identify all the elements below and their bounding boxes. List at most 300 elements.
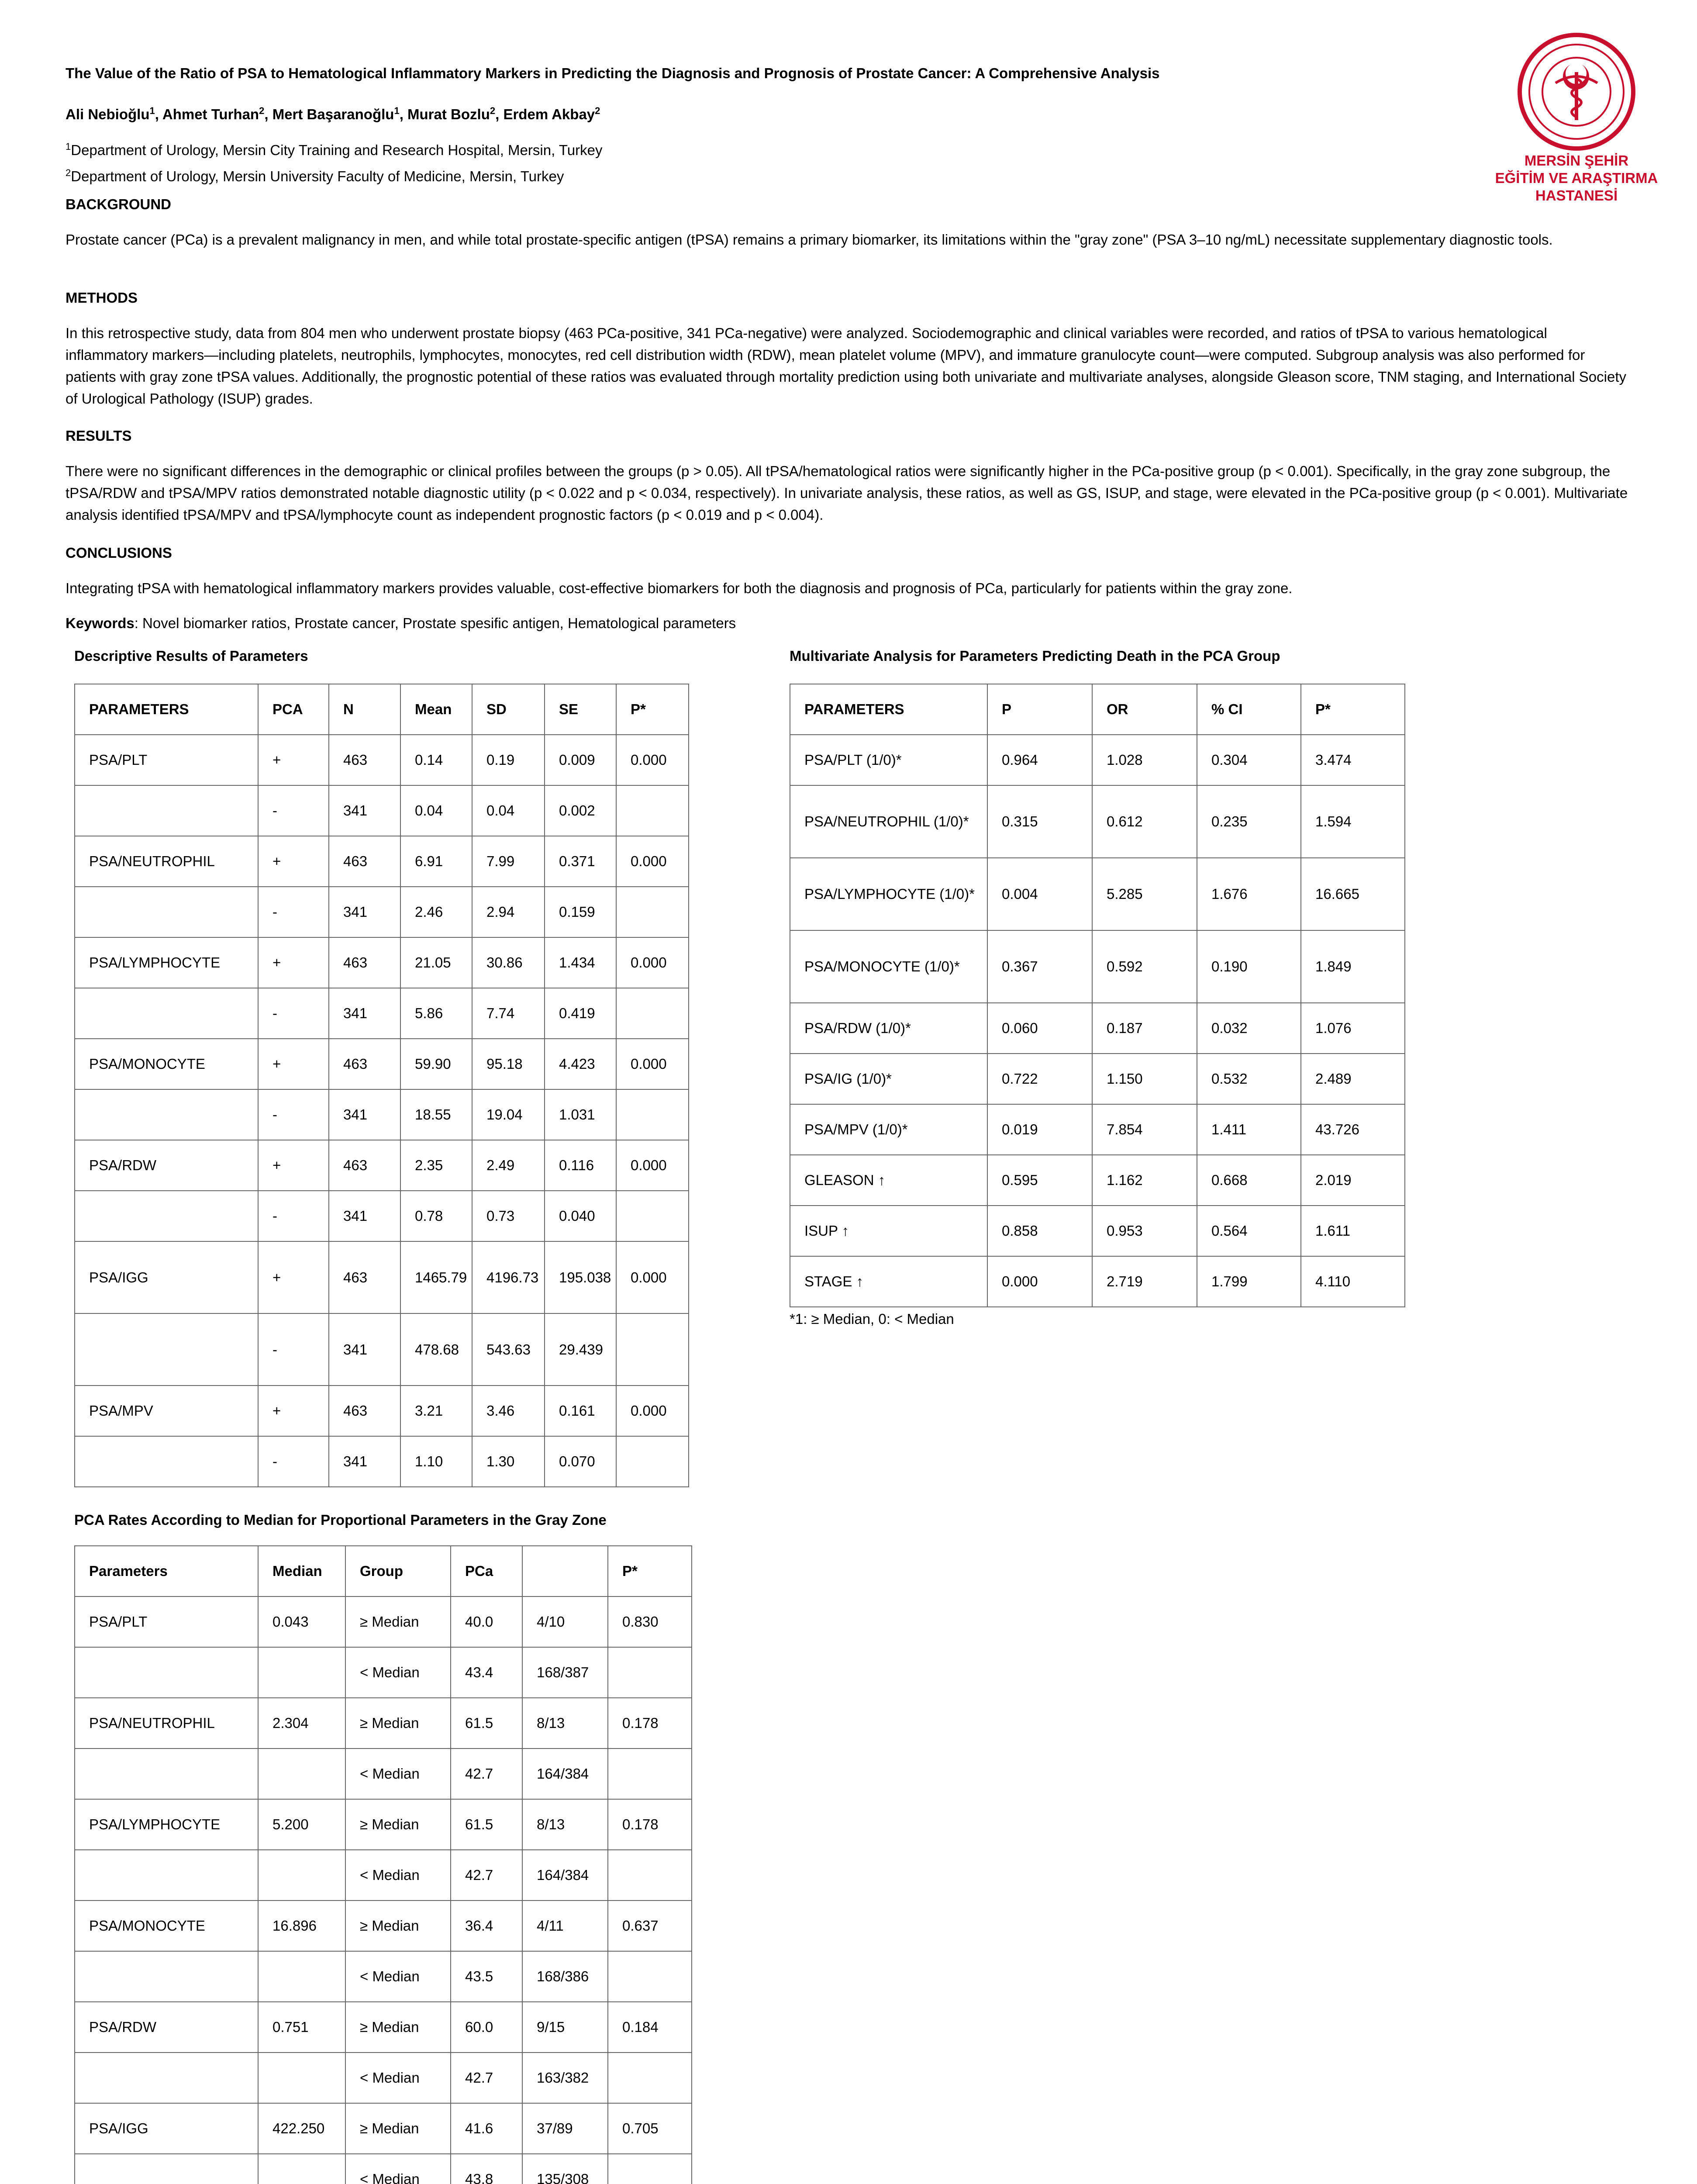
table-cell [258, 1850, 345, 1901]
table-cell: 7.99 [472, 836, 545, 887]
table-cell: 0.178 [608, 1799, 692, 1850]
table-cell: 16.896 [258, 1901, 345, 1951]
table-cell: 0.830 [608, 1597, 692, 1647]
table-cell: 0.04 [472, 785, 545, 836]
table-cell: 0.367 [987, 930, 1092, 1003]
table-cell: PSA/PLT (1/0)* [790, 735, 987, 785]
table-row [75, 937, 689, 988]
table-cell [608, 1951, 692, 2002]
table-cell: 1.30 [472, 1436, 545, 1487]
table-header-row [790, 684, 1405, 735]
header-cell: Mean [400, 684, 472, 735]
table-cell: 0.000 [987, 1256, 1092, 1307]
results-text: There were no significant differences in the demographic or clinical profiles between the groups (p > 0.05). All tPSA/hematological ratios were significantly higher in the PCa-positive group (p < 0.001). Specifically, in the gray zone subgroup, the tPSA/RDW and tPSA/MPV ratios demonstrated notable diagnostic utility (p < 0.022 and p < 0.034, respectively). In univariate analysis, these ratios, as well as GS, ISUP, and stage, were elevated in the PCa-positive group (p < 0.001). Multivariate analysis identified tPSA/MPV and tPSA/lymphocyte count as independent prognostic factors (p < 0.019 and p < 0.004). [66, 463, 1628, 523]
table-cell: 1.031 [545, 1089, 616, 1140]
table-row [75, 1597, 692, 1647]
table-cell: 0.000 [616, 937, 689, 988]
table-cell: ISUP ↑ [790, 1206, 987, 1256]
table-cell: PSA/RDW [75, 2002, 258, 2053]
table-cell: 61.5 [451, 1698, 522, 1749]
table-cell: 2.719 [1092, 1256, 1197, 1307]
table-row [75, 1647, 692, 1698]
affiliation-mark: 1 [66, 141, 71, 152]
author-affil-mark: 2 [259, 105, 265, 116]
author-affil-mark: 1 [149, 105, 155, 116]
table-cell: PSA/IG (1/0)* [790, 1054, 987, 1104]
table-cell: 0.612 [1092, 785, 1197, 858]
table-cell: PSA/MPV (1/0)* [790, 1104, 987, 1155]
results-heading: RESULTS [66, 428, 132, 444]
hospital-name [1454, 152, 1697, 204]
table-row [75, 988, 689, 1039]
table-cell: 0.000 [616, 1140, 689, 1191]
author-name: Ali Nebioğlu$^1$ [66, 105, 155, 122]
table-row [790, 1256, 1405, 1307]
table-cell: 6.91 [400, 836, 472, 887]
table-cell: 0.019 [987, 1104, 1092, 1155]
table-row [75, 1436, 689, 1487]
table-cell: 0.14 [400, 735, 472, 785]
table-cell: PSA/MPV [75, 1386, 258, 1436]
table-cell [608, 1749, 692, 1799]
table-cell [75, 1089, 258, 1140]
table-cell: 0.000 [616, 735, 689, 785]
table-cell: - [258, 1089, 329, 1140]
table-row [75, 1799, 692, 1850]
table-cell: 2.94 [472, 887, 545, 937]
table-cell: 8/13 [522, 1799, 608, 1850]
table-cell: 168/387 [522, 1647, 608, 1698]
table-cell: 0.002 [545, 785, 616, 836]
affiliation: $^2$Department of Urology, Mersin University Faculty of Medicine, Mersin, Turkey [66, 167, 564, 184]
table-cell: 0.000 [616, 1039, 689, 1089]
table-cell: 0.004 [987, 858, 1092, 930]
table-cell [75, 1313, 258, 1386]
table-cell: PSA/NEUTROPHIL [75, 1698, 258, 1749]
table-cell: 463 [329, 937, 400, 988]
header-cell: OR [1092, 684, 1197, 735]
table-cell: 95.18 [472, 1039, 545, 1089]
table-cell [616, 887, 689, 937]
table-cell: 43.726 [1301, 1104, 1405, 1155]
table-row [75, 1749, 692, 1799]
table-cell: 42.7 [451, 1850, 522, 1901]
table-cell: 21.05 [400, 937, 472, 988]
table-row [790, 1206, 1405, 1256]
table-cell [75, 1749, 258, 1799]
table-cell: 543.63 [472, 1313, 545, 1386]
table-cell: 0.315 [987, 785, 1092, 858]
table-cell: 1.799 [1197, 1256, 1301, 1307]
table-cell: 0.000 [616, 1241, 689, 1313]
table-cell: 168/386 [522, 1951, 608, 2002]
table-cell: 2.304 [258, 1698, 345, 1749]
table-row [75, 1191, 689, 1241]
table-cell: 43.8 [451, 2154, 522, 2184]
table-cell: 0.043 [258, 1597, 345, 1647]
table-cell: 341 [329, 887, 400, 937]
methods-heading: METHODS [66, 290, 138, 306]
methods-text: In this retrospective study, data from 804 men who underwent prostate biopsy (463 PCa-positive, 341 PCa-negative) were analyzed. Sociodemographic and clinical variables were recorded, and ratios of tPSA to various hematological inflammatory markers—including platelets, neutrophils, lymphocytes, monocytes, red cell distribution width (RDW), mean platelet volume (MPV), and immature granulocyte count—were computed. Subgroup analysis was also performed for patients with gray zone tPSA values. Additionally, the prognostic potential of these ratios was evaluated through mortality prediction using both univariate and multivariate analyses, alongside Gleason score, TNM staging, and International Society of Urological Pathology (ISUP) grades. [66, 325, 1627, 407]
table-cell: 0.858 [987, 1206, 1092, 1256]
table-cell: PSA/RDW [75, 1140, 258, 1191]
table-row [75, 2154, 692, 2184]
table-cell [258, 2154, 345, 2184]
table-cell [75, 2154, 258, 2184]
table-cell: 61.5 [451, 1799, 522, 1850]
table-cell: 1.611 [1301, 1206, 1405, 1256]
table-row [790, 1003, 1405, 1054]
table-cell: 7.74 [472, 988, 545, 1039]
author-list: Ali Nebioğlu$^1$, Ahmet Turhan$^2$, Mert Başaranoğlu$^1$, Murat Bozlu$^2$, Erdem Akbay$^2$ [66, 105, 600, 122]
table-cell: - [258, 887, 329, 937]
table-cell: 0.592 [1092, 930, 1197, 1003]
table-row [75, 1850, 692, 1901]
keywords-label: Keywords [66, 615, 135, 631]
affiliation-list [66, 135, 1332, 188]
table-row [75, 1698, 692, 1749]
table-cell: 1.434 [545, 937, 616, 988]
table-header-row [75, 1546, 692, 1597]
table-cell: 0.964 [987, 735, 1092, 785]
table-cell: 0.532 [1197, 1054, 1301, 1104]
author-affil-mark: 2 [595, 105, 600, 116]
table-cell: PSA/MONOCYTE (1/0)* [790, 930, 987, 1003]
table-row [75, 1039, 689, 1089]
table-cell: PSA/LYMPHOCYTE [75, 937, 258, 988]
table-cell [75, 1191, 258, 1241]
affiliation-mark: 2 [66, 167, 71, 178]
table-cell: 463 [329, 1386, 400, 1436]
table-cell: ≥ Median [345, 1799, 451, 1850]
table-cell: 0.304 [1197, 735, 1301, 785]
keywords [66, 614, 1629, 633]
table-cell: 4/11 [522, 1901, 608, 1951]
table-cell: PSA/IGG [75, 1241, 258, 1313]
table-cell [616, 1436, 689, 1487]
table-cell: 463 [329, 735, 400, 785]
table-cell [75, 1951, 258, 2002]
table-cell: 30.86 [472, 937, 545, 988]
table-cell [75, 1850, 258, 1901]
table-cell: 135/308 [522, 2154, 608, 2184]
table-cell: PSA/MONOCYTE [75, 1039, 258, 1089]
table-row [790, 858, 1405, 930]
table-cell: 341 [329, 1089, 400, 1140]
table-row [790, 1155, 1405, 1206]
table-cell: - [258, 988, 329, 1039]
table-row [75, 2103, 692, 2154]
table-cell: < Median [345, 2154, 451, 2184]
table-cell: 0.73 [472, 1191, 545, 1241]
header-cell: PCA [258, 684, 329, 735]
table-cell [75, 785, 258, 836]
table-cell: 1.150 [1092, 1054, 1197, 1104]
table-cell: 1.849 [1301, 930, 1405, 1003]
table-cell: 0.178 [608, 1698, 692, 1749]
table-cell: 3.46 [472, 1386, 545, 1436]
descriptive-results-table [74, 684, 689, 1487]
table-cell: 1.10 [400, 1436, 472, 1487]
hospital-name-line2: EĞİTİM VE ARAŞTIRMA HASTANESİ [1495, 170, 1658, 204]
table-cell: 478.68 [400, 1313, 472, 1386]
table-cell: PSA/PLT [75, 1597, 258, 1647]
table-row [75, 785, 689, 836]
table-cell: STAGE ↑ [790, 1256, 987, 1307]
table-cell: 164/384 [522, 1850, 608, 1901]
table-cell: PSA/NEUTROPHIL [75, 836, 258, 887]
table-cell: 2.49 [472, 1140, 545, 1191]
table-cell: 0.190 [1197, 930, 1301, 1003]
table-cell [616, 1313, 689, 1386]
table-cell: 195.038 [545, 1241, 616, 1313]
table-row [790, 930, 1405, 1003]
header-cell: SE [545, 684, 616, 735]
table-cell: < Median [345, 1749, 451, 1799]
table-cell: 43.5 [451, 1951, 522, 2002]
author-name: Erdem Akbay$^2$ [503, 105, 600, 122]
table-cell [75, 1436, 258, 1487]
table-cell: + [258, 1386, 329, 1436]
table-cell: ≥ Median [345, 2002, 451, 2053]
table-cell: 0.04 [400, 785, 472, 836]
table-cell: + [258, 1241, 329, 1313]
table-cell: - [258, 785, 329, 836]
table-cell: 5.200 [258, 1799, 345, 1850]
table-cell [608, 2154, 692, 2184]
table-cell: 463 [329, 836, 400, 887]
table-cell: 42.7 [451, 2053, 522, 2103]
table-cell [75, 988, 258, 1039]
table-cell: 0.040 [545, 1191, 616, 1241]
poster-title: The Value of the Ratio of PSA to Hematological Inflammatory Markers in Predicting the Diagnosis and Prognosis of Prostate Cancer: A Comprehensive Analysis [66, 65, 1160, 81]
table-cell: 37/89 [522, 2103, 608, 2154]
table-cell: 40.0 [451, 1597, 522, 1647]
author-name: Murat Bozlu$^2$ [407, 105, 496, 122]
table-cell: 0.070 [545, 1436, 616, 1487]
table-cell: 0.595 [987, 1155, 1092, 1206]
table-cell: 2.019 [1301, 1155, 1405, 1206]
table-cell [258, 1951, 345, 2002]
header-cell: % CI [1197, 684, 1301, 735]
table-cell: PSA/LYMPHOCYTE [75, 1799, 258, 1850]
table-cell: PSA/LYMPHOCYTE (1/0)* [790, 858, 987, 930]
table-row [75, 1313, 689, 1386]
table-cell: 9/15 [522, 2002, 608, 2053]
table-cell [75, 2053, 258, 2103]
conclusions-text: Integrating tPSA with hematological inflammatory markers provides valuable, cost-effective biomarkers for both the diagnosis and prognosis of PCa, particularly for patients within the gray zone. [66, 580, 1293, 596]
table-cell: ≥ Median [345, 1901, 451, 1951]
table-cell [258, 2053, 345, 2103]
table-cell: 0.000 [616, 836, 689, 887]
table-cell: 0.116 [545, 1140, 616, 1191]
table-row [75, 1951, 692, 2002]
table-cell: 4/10 [522, 1597, 608, 1647]
table-cell: 1.076 [1301, 1003, 1405, 1054]
table-cell: 463 [329, 1241, 400, 1313]
table-cell: ≥ Median [345, 1597, 451, 1647]
header-cell: P* [1301, 684, 1405, 735]
conclusions-heading: CONCLUSIONS [66, 545, 172, 561]
table-cell: 41.6 [451, 2103, 522, 2154]
table-cell: 36.4 [451, 1901, 522, 1951]
table-cell: ≥ Median [345, 1698, 451, 1749]
table-cell: 42.7 [451, 1749, 522, 1799]
table-cell: 1.028 [1092, 735, 1197, 785]
table1-caption: Descriptive Results of Parameters [74, 648, 308, 664]
table-cell: 341 [329, 1191, 400, 1241]
table-row [75, 1901, 692, 1951]
header-cell: Parameters [75, 1546, 258, 1597]
table-cell: 0.19 [472, 735, 545, 785]
table-cell: 1.162 [1092, 1155, 1197, 1206]
table-cell [75, 887, 258, 937]
table-cell [608, 1647, 692, 1698]
table-cell: 19.04 [472, 1089, 545, 1140]
table-cell: 463 [329, 1039, 400, 1089]
table-cell: 2.46 [400, 887, 472, 937]
table-cell: GLEASON ↑ [790, 1155, 987, 1206]
table-row [790, 785, 1405, 858]
table-cell: 164/384 [522, 1749, 608, 1799]
table-cell: + [258, 1039, 329, 1089]
table-cell: 29.439 [545, 1313, 616, 1386]
table-cell: 0.184 [608, 2002, 692, 2053]
gray-zone-rates-table [74, 1545, 692, 2184]
table-row [75, 1089, 689, 1140]
header-cell: PARAMETERS [790, 684, 987, 735]
table-cell: 341 [329, 1436, 400, 1487]
table-row [790, 1104, 1405, 1155]
table-cell [616, 1191, 689, 1241]
table-cell: 0.000 [616, 1386, 689, 1436]
table-cell: < Median [345, 1647, 451, 1698]
table-cell: 0.668 [1197, 1155, 1301, 1206]
background-heading: BACKGROUND [66, 196, 171, 212]
table-cell: + [258, 735, 329, 785]
table-cell: + [258, 836, 329, 887]
table-cell: 0.060 [987, 1003, 1092, 1054]
table-cell: + [258, 937, 329, 988]
table-cell: 0.705 [608, 2103, 692, 2154]
table-row [75, 836, 689, 887]
table-cell [608, 1850, 692, 1901]
table-cell: 1.594 [1301, 785, 1405, 858]
header-cell: P [987, 684, 1092, 735]
table-cell: 1.411 [1197, 1104, 1301, 1155]
author-name: Mert Başaranoğlu$^1$ [272, 105, 400, 122]
affiliation: $^1$Department of Urology, Mersin City Training and Research Hospital, Mersin, Turkey [66, 141, 603, 158]
table-row [75, 887, 689, 937]
table-cell: 60.0 [451, 2002, 522, 2053]
table-cell: 5.285 [1092, 858, 1197, 930]
table-cell: 3.474 [1301, 735, 1405, 785]
table-cell: PSA/NEUTROPHIL (1/0)* [790, 785, 987, 858]
table-cell: 0.564 [1197, 1206, 1301, 1256]
table-cell: 0.371 [545, 836, 616, 887]
table-cell: 0.637 [608, 1901, 692, 1951]
table-row [790, 735, 1405, 785]
table-cell: 4.110 [1301, 1256, 1405, 1307]
table-cell: - [258, 1191, 329, 1241]
table-cell: - [258, 1436, 329, 1487]
table-cell: 18.55 [400, 1089, 472, 1140]
table-cell: 0.751 [258, 2002, 345, 2053]
table-cell: 0.78 [400, 1191, 472, 1241]
table-cell: < Median [345, 2053, 451, 2103]
table-cell: 4.423 [545, 1039, 616, 1089]
table-header-row [75, 684, 689, 735]
table-cell: 0.235 [1197, 785, 1301, 858]
header-cell: PCa [451, 1546, 522, 1597]
table-cell: ≥ Median [345, 2103, 451, 2154]
table-row [790, 1054, 1405, 1104]
table-cell: 422.250 [258, 2103, 345, 2154]
table-cell: < Median [345, 1850, 451, 1901]
table-cell: 0.722 [987, 1054, 1092, 1104]
header-cell [522, 1546, 608, 1597]
table-cell [616, 785, 689, 836]
table-cell [608, 2053, 692, 2103]
table-row [75, 2053, 692, 2103]
table-cell: 43.4 [451, 1647, 522, 1698]
table-cell: 2.35 [400, 1140, 472, 1191]
table-cell: 1465.79 [400, 1241, 472, 1313]
header-cell: P* [608, 1546, 692, 1597]
table-cell: 4196.73 [472, 1241, 545, 1313]
table-cell: 0.159 [545, 887, 616, 937]
hospital-name-line1: MERSİN ŞEHİR [1524, 152, 1629, 169]
header-cell: SD [472, 684, 545, 735]
keywords-text: : Novel biomarker ratios, Prostate cancer, Prostate spesific antigen, Hematological parameters [134, 615, 736, 631]
table-cell: 0.161 [545, 1386, 616, 1436]
table3-note: *1: ≥ Median, 0: < Median [790, 1311, 954, 1327]
table-cell [75, 1647, 258, 1698]
table-cell: PSA/MONOCYTE [75, 1901, 258, 1951]
multivariate-analysis-table [790, 684, 1405, 1307]
author-affil-mark: 1 [394, 105, 400, 116]
table-cell: PSA/IGG [75, 2103, 258, 2154]
table-row [75, 735, 689, 785]
table-cell: 7.854 [1092, 1104, 1197, 1155]
header-cell: N [329, 684, 400, 735]
author-name: Ahmet Turhan$^2$ [162, 105, 265, 122]
header-cell: P* [616, 684, 689, 735]
table-cell: 3.21 [400, 1386, 472, 1436]
table-cell: PSA/RDW (1/0)* [790, 1003, 987, 1054]
table-cell: 2.489 [1301, 1054, 1405, 1104]
table-cell: 463 [329, 1140, 400, 1191]
table-cell: - [258, 1313, 329, 1386]
table-row [75, 2002, 692, 2053]
table-cell: 0.009 [545, 735, 616, 785]
table-cell: + [258, 1140, 329, 1191]
table-cell: 5.86 [400, 988, 472, 1039]
table-row [75, 1386, 689, 1436]
table-cell [616, 988, 689, 1039]
table-cell [258, 1647, 345, 1698]
table-cell: 8/13 [522, 1698, 608, 1749]
header-cell: Median [258, 1546, 345, 1597]
table-cell: 16.665 [1301, 858, 1405, 930]
author-affil-mark: 2 [490, 105, 496, 116]
table-cell: 0.187 [1092, 1003, 1197, 1054]
table-cell [258, 1749, 345, 1799]
table-cell: 341 [329, 1313, 400, 1386]
table-cell: 341 [329, 785, 400, 836]
table-row [75, 1140, 689, 1191]
table-cell: 1.676 [1197, 858, 1301, 930]
